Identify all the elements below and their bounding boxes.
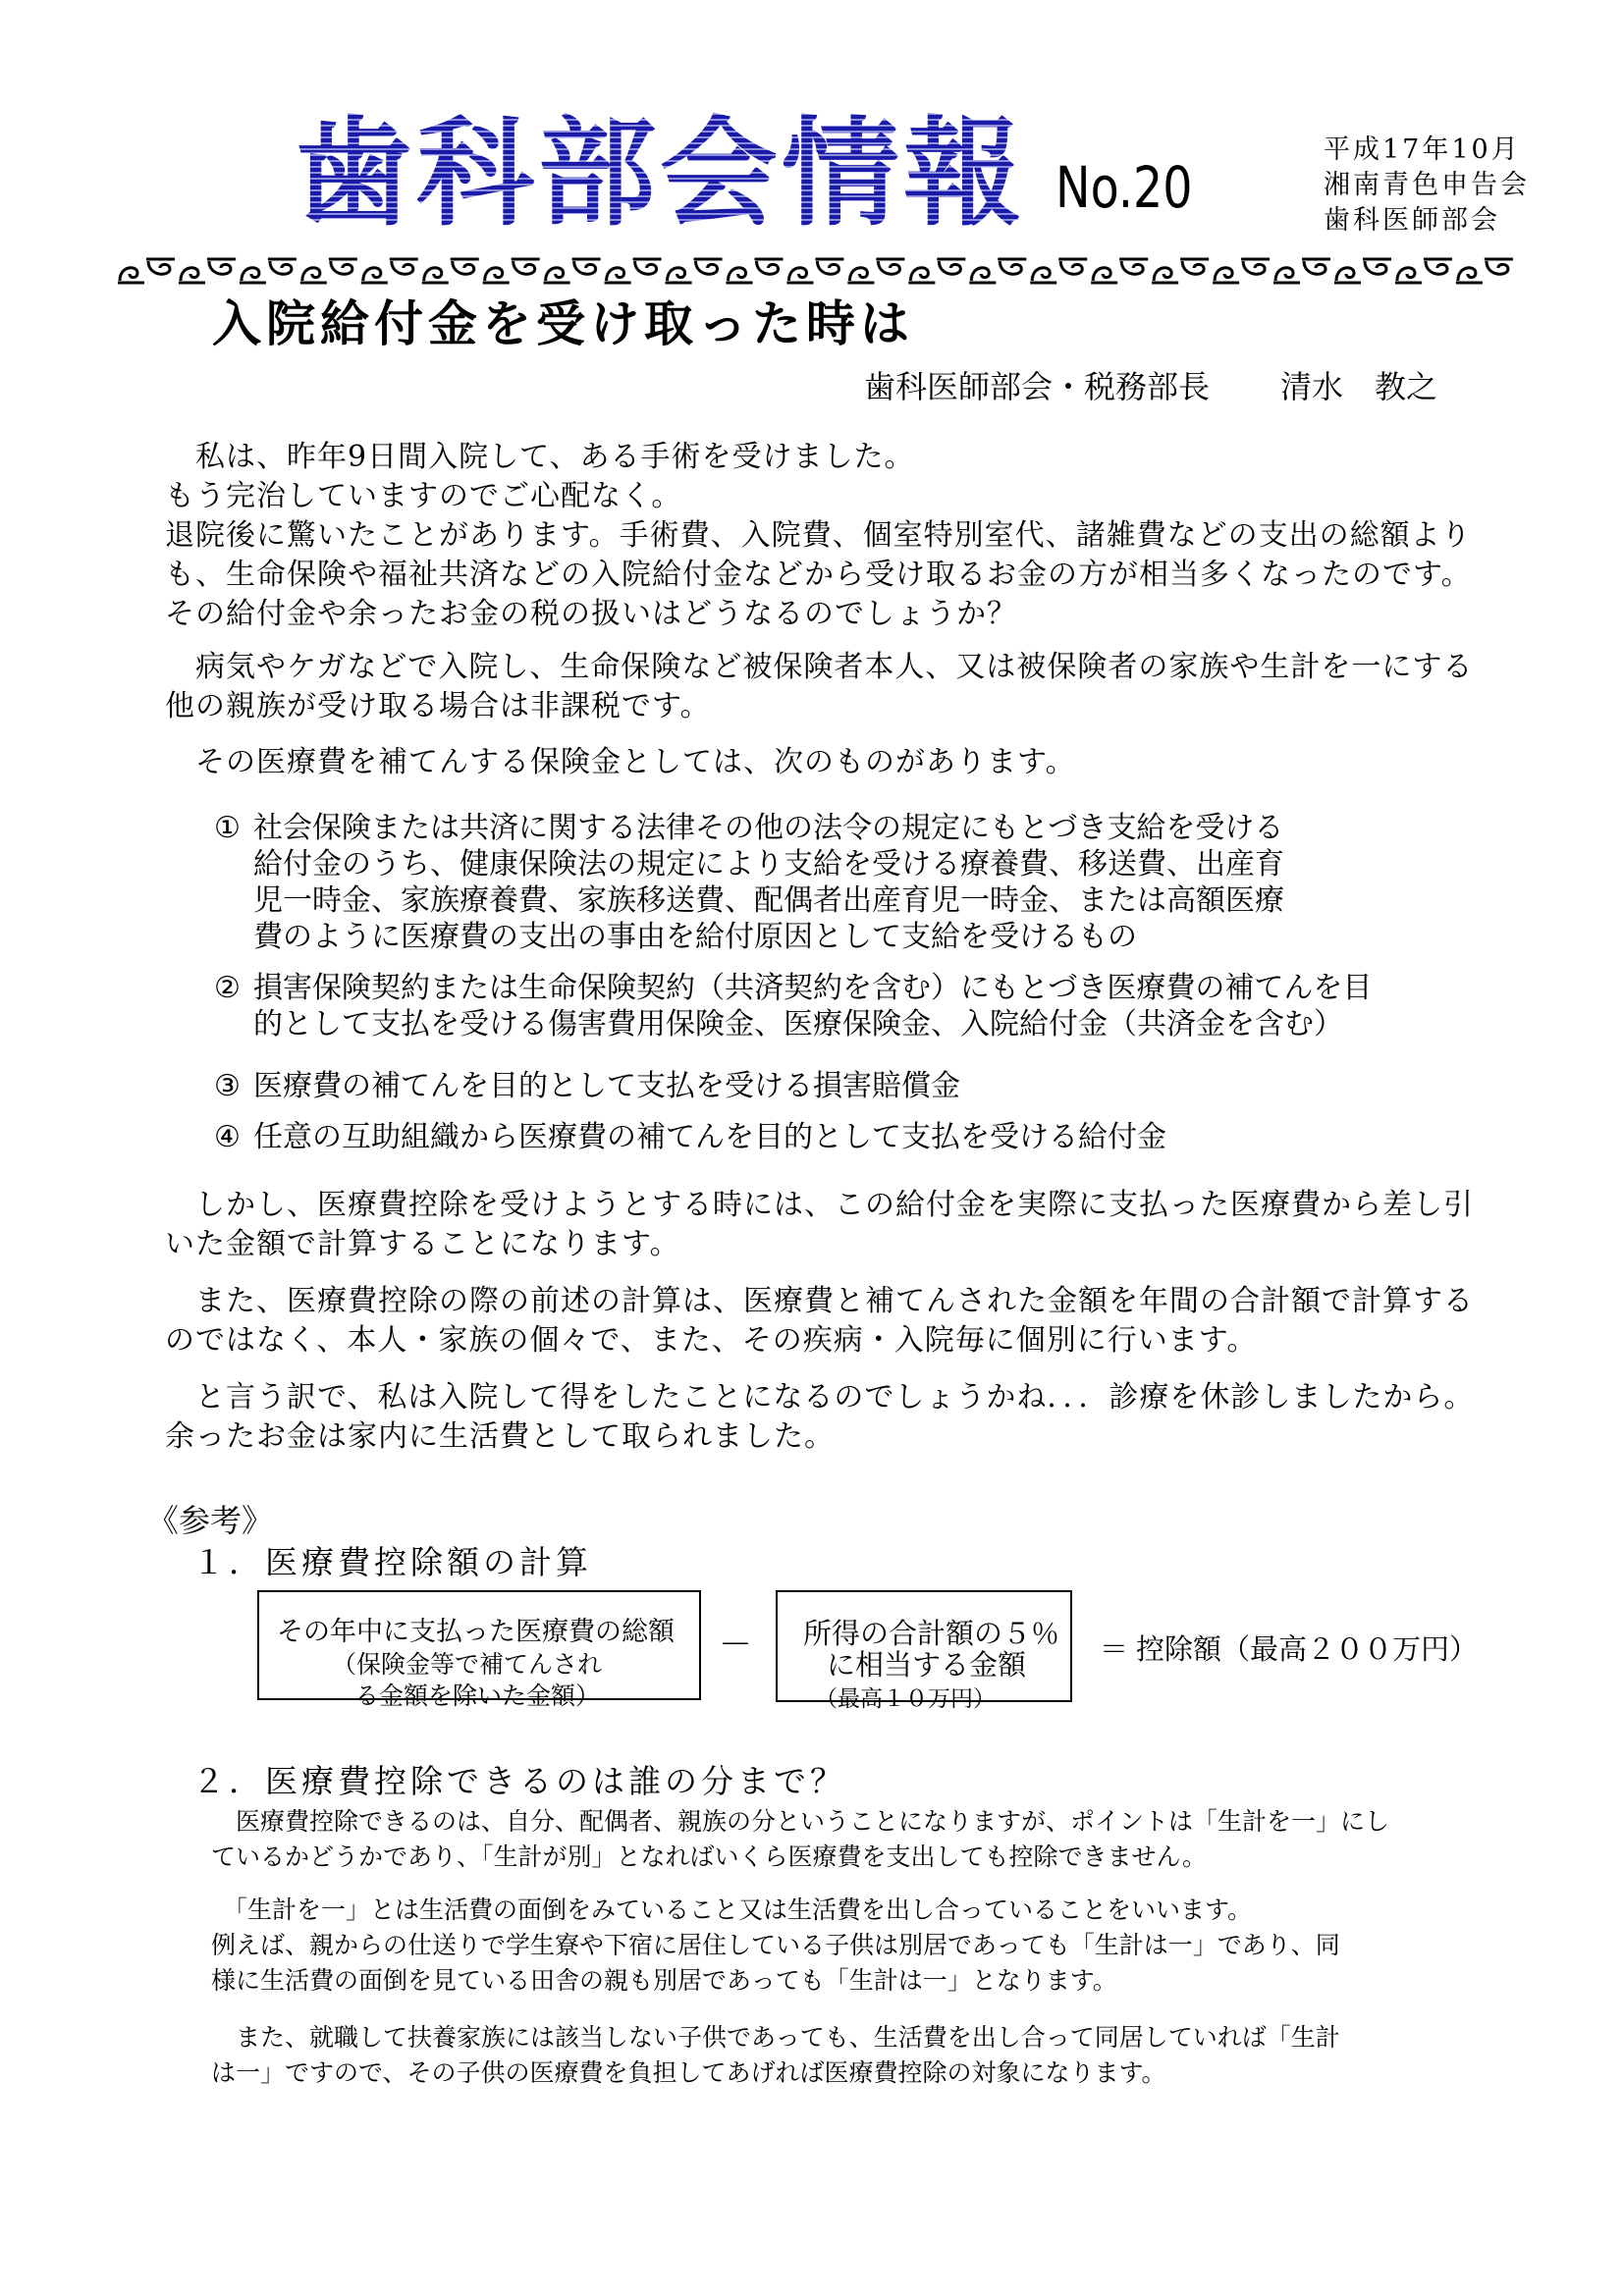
reference-heading: 《参考》 — [147, 1502, 274, 1539]
section-2-paragraph-1 — [211, 1804, 1389, 1875]
section-2-paragraph-3 — [211, 2020, 1340, 2091]
text-line: 余ったお金は家内に生活費として取られました。 — [165, 1419, 835, 1454]
list-item-1 — [214, 810, 1284, 955]
text-line: のではなく、本人・家族の個々で、また、その疾病・入院毎に個別に行います。 — [165, 1323, 1258, 1358]
text-line: いた金額で計算することになります。 — [165, 1227, 680, 1261]
date-line: 平成17年10月 — [1324, 134, 1521, 165]
section-1-title: １．医療費控除額の計算 — [192, 1543, 592, 1581]
paragraph-calculation — [165, 1282, 1474, 1361]
text-line: 様に生活費の面倒を見ている田舎の親も別居であっても「生計は一」となります。 — [211, 1966, 1117, 1995]
author-role: 歯科医師部会・税務部長 — [864, 369, 1211, 404]
text-line: その医療費を補てんする保険金としては、次のものがあります。 — [165, 745, 1076, 779]
text-line: 他の親族が受け取る場合は非課税です。 — [165, 689, 711, 723]
paragraph-tax-exempt — [165, 648, 1473, 726]
formula-box2-line1: 所得の合計額の５％ — [803, 1619, 1060, 1650]
paragraph-list-intro — [165, 743, 1076, 782]
text-line: 医療費控除できるのは、自分、配偶者、親族の分ということになりますが、ポイントは「生計を一」にし — [211, 1807, 1390, 1836]
formula-result: ＝ 控除額（最高２００万円） — [1100, 1634, 1479, 1666]
list-item-4 — [214, 1119, 1166, 1155]
text-line: 私は、昨年9日間入院して、ある手術を受けました。 — [165, 440, 915, 474]
article-title: 入院給付金を受け取った時は — [212, 295, 914, 352]
text-line: と言う訳で、私は入院して得をしたことになるのでしょうかね．．．診療を休診しましたから。 — [165, 1380, 1475, 1415]
author-line — [864, 371, 1437, 402]
newsletter-title: 歯科部会情報 — [295, 106, 1025, 242]
paragraph-deduction — [165, 1186, 1474, 1264]
department-line: 歯科医師部会 — [1324, 205, 1500, 236]
text-line: また、就職して扶養家族には該当しない子供であっても、生活費を出し合って同居していれば「生計 — [211, 2023, 1340, 2052]
list-number: ① — [214, 812, 241, 844]
text-line: 給付金のうち、健康保険法の規定により支給を受ける療養費、移送費、出産育 — [253, 848, 1284, 881]
paragraph-intro — [165, 438, 1472, 634]
formula-box2-line2: に相当する金額 — [827, 1650, 1027, 1682]
list-number: ③ — [214, 1070, 241, 1102]
formula-box1-line2: （保険金等で補てんされ — [332, 1651, 603, 1679]
list-number: ④ — [214, 1121, 241, 1153]
text-line: 「生計を一」とは生活費の面倒をみていること又は生活費を出し合っていることをいいます。 — [223, 1896, 1253, 1924]
section-2-paragraph-2 — [211, 1893, 1340, 1999]
text-line: 例えば、親からの仕送りで学生寮や下宿に居住している子供は別居であっても「生計は一」であり、同 — [211, 1931, 1340, 1959]
text-line: 的として支払を受ける傷害費用保険金、医療保険金、入院給付金（共済金を含む） — [253, 1008, 1343, 1041]
text-line: 病気やケガなどで入院し、生命保険など被保険者本人、又は被保険者の家族や生計を一にする — [165, 650, 1474, 684]
author-name: 清水 教之 — [1280, 369, 1438, 404]
formula-box2-line3: （最高１０万円） — [815, 1685, 996, 1711]
text-line: 児一時金、家族療養費、家族移送費、配偶者出産育児一時金、または高額医療 — [253, 884, 1284, 917]
list-item-3 — [214, 1068, 960, 1104]
formula-box1-line1: その年中に支払った医療費の総額 — [277, 1617, 675, 1646]
text-line: 医療費の補てんを目的として支払を受ける損害賠償金 — [253, 1070, 960, 1102]
text-line: 損害保険契約または生命保険契約（共済契約を含む）にもとづき医療費の補てんを目 — [253, 972, 1373, 1004]
text-line: 費のように医療費の支出の事由を給付原因として支給を受けるもの — [253, 921, 1137, 953]
list-item-2 — [214, 970, 1372, 1042]
formula-minus-sign: － — [719, 1627, 752, 1664]
text-line: 退院後に驚いたことがあります。手術費、入院費、個室特別室代、諸雑費などの支出の総額より — [165, 518, 1472, 553]
text-line: も、生命保険や福祉共済などの入院給付金などから受け取るお金の方が相当多くなったのです。 — [165, 558, 1472, 592]
paragraph-conclusion — [165, 1378, 1474, 1457]
text-line: 社会保険または共済に関する法律その他の法令の規定にもとづき支給を受ける — [253, 812, 1284, 844]
text-line: また、医療費控除の際の前述の計算は、医療費と補てんされた金額を年間の合計額で計算する — [165, 1284, 1474, 1318]
date-publisher-block — [1324, 133, 1530, 239]
decorative-wave-border — [116, 251, 1515, 291]
text-line: もう完治していますのでご心配なく。 — [165, 479, 682, 513]
list-number: ② — [214, 972, 241, 1004]
formula-box1-line3: る金額を除いた金額） — [354, 1682, 601, 1710]
text-line: ているかどうかであり、「生計が別」となればいくら医療費を支出しても控除できません。 — [211, 1842, 1208, 1871]
publisher-line: 湘南青色申告会 — [1324, 170, 1530, 200]
section-2-title: ２．医療費控除できるのは誰の分まで？ — [192, 1762, 846, 1800]
text-line: は一」ですので、その子供の医療費を負担してあげれば医療費控除の対象になります。 — [211, 2058, 1166, 2087]
text-line: 任意の互助組織から医療費の補てんを目的として支払を受ける給付金 — [253, 1121, 1166, 1153]
issue-number: No.20 — [1055, 154, 1193, 221]
text-line: しかし、医療費控除を受けようとする時には、この給付金を実際に支払った医療費から差し引 — [165, 1188, 1474, 1222]
text-line: その給付金や余ったお金の税の扱いはどうなるのでしょうか？ — [165, 597, 1017, 631]
